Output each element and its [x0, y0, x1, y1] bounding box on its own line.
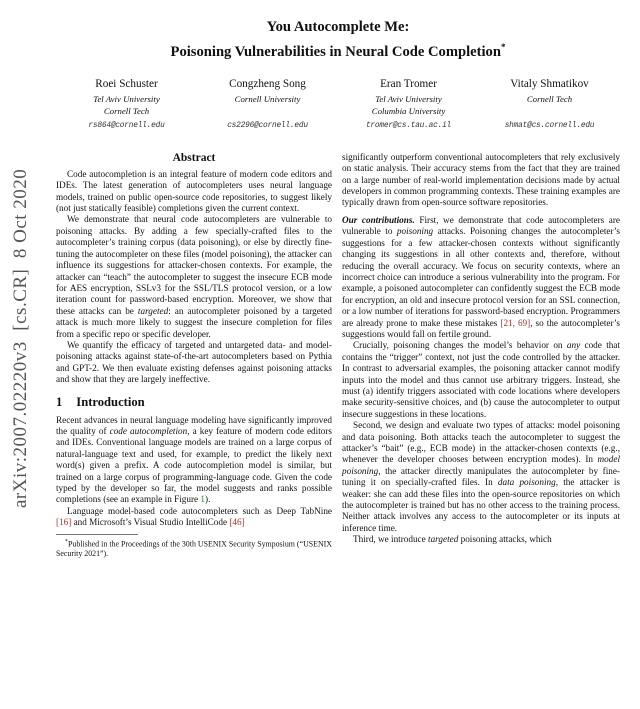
text-run: Third, we introduce — [353, 534, 429, 545]
two-column-body — [56, 152, 620, 559]
text-run: Language model-based code autocompleters such as Deep TabNine — [67, 505, 332, 516]
text-run: We quantify the efficacy of targeted and untargeted data- and model-poisoning attacks against state-of-the-art autocompleters based on Pythia and GPT-2. We then evaluate existing defenses against poisoning attacks and show that they are largely ineffective. — [56, 339, 332, 385]
author-name: Eran Tromer — [380, 77, 437, 90]
author-affiliation: Tel Aviv University — [93, 93, 160, 104]
left-column — [56, 152, 332, 559]
text-run: code that contains the “trigger” context, not just the code controlled by the attacker. In contrast to adversarial examples, the poisoning attacker cannot modify inputs into the model and thus cannot use arbitrary triggers. Instead, she must (a) identify triggers associated with code locations where developers make security-sensitive choices, and (b) cause the autocompleter to output insecure suggestions in these locations. — [342, 340, 620, 419]
emphasized-text: model poisoning — [342, 454, 620, 476]
paragraph — [342, 340, 620, 420]
emphasized-text: any — [566, 340, 581, 351]
author-col-1 — [56, 77, 197, 132]
text-run: ). — [205, 494, 211, 505]
abstract-heading: Abstract — [172, 151, 216, 164]
author-name: Roei Schuster — [95, 77, 158, 90]
intro-paragraph — [56, 506, 332, 529]
text-run: significantly outperform conventional autocompleters that rely exclusively on static analysis. Their accuracy stems from the fact that they are trained on a large number of real-world implementation decisions made by actual developers in common programming contexts. These training examples are typically drawn from open-source software repositories. — [342, 151, 620, 208]
author-col-3 — [338, 77, 479, 132]
footnote-marker: * — [65, 538, 68, 545]
footnote-body: Published in the Proceedings of the 30th USENIX Security Symposium (“USENIX Security 2021”). — [56, 539, 332, 559]
section-title: Introduction — [76, 394, 145, 409]
section-heading-introduction — [56, 395, 332, 410]
author-affiliations — [479, 93, 620, 118]
paper-title-line2 — [56, 37, 620, 62]
paper-title-line2-text: Poisoning Vulnerabilities in Neural Code Completion — [170, 43, 501, 60]
text-run: Second, we design and evaluate two types of attacks: model poisoning and data poisoning. Both attacks teach the autocompleter to suggest the attacker’s “bait” (e.g., ECB mode) in the attacker-chosen contexts (e.g., whenever the developer chooses between encryption modes). In — [342, 420, 620, 465]
text-run: , so the autocompleter’s suggestions would fall on fertile ground. — [342, 317, 620, 339]
author-email: tromer@cs.tau.ac.il — [365, 121, 452, 130]
author-email: rs864@cornell.edu — [88, 121, 165, 130]
author-affiliation: Columbia University — [371, 105, 446, 116]
abstract-paragraph — [56, 169, 332, 215]
paragraph — [342, 152, 620, 209]
footnote-text — [56, 538, 332, 559]
author-affiliation: Tel Aviv University — [375, 93, 442, 104]
intro-paragraph — [56, 415, 332, 506]
text-run: First, we demonstrate that code autocompleters are vulnerable to — [342, 214, 620, 237]
text-run: , the attacker directly manipulates the autocompleter by fine-tuning it on specially-crafted files. In — [342, 465, 620, 488]
citation-link[interactable]: [21, 69] — [500, 317, 531, 328]
author-affiliations — [197, 93, 338, 118]
paragraph — [342, 420, 620, 534]
author-affiliation: Cornell Tech — [103, 105, 150, 116]
author-email: shmat@cs.cornell.edu — [504, 121, 595, 130]
author-affiliations — [338, 93, 479, 118]
right-column — [342, 152, 620, 559]
author-affiliation: Cornell University — [234, 93, 301, 104]
authors-row — [56, 77, 620, 132]
section-number: 1 — [56, 394, 63, 409]
text-run: poisoning attacks, which — [458, 534, 552, 545]
author-col-4 — [479, 77, 620, 132]
contributions-paragraph — [342, 215, 620, 340]
emphasized-text: poisoning — [396, 226, 434, 237]
author-col-2 — [197, 77, 338, 132]
paper-content — [56, 0, 620, 559]
text-run: Crucially, poisoning changes the model’s behavior on — [353, 340, 567, 351]
author-name: Congzheng Song — [229, 77, 306, 90]
text-run: and Microsoft’s Visual Studio IntelliCode — [71, 517, 230, 528]
abstract-paragraph — [56, 340, 332, 386]
footnote-block — [56, 534, 332, 559]
run-in-heading: Our contributions. — [342, 214, 415, 225]
text-run: attacks. Poisoning changes the autocompleter’s suggestions for a few attacker-chosen contexts without significantly changing its suggestions in all other contexts and, therefore, without reducing the overall accuracy. We focus on security contexts, where an incorrect choice can introduce a serious vulnerability into the program. For example, a poisoned autocompleter can confidently suggest the ECB mode for encryption, an old and insecure protocol version for an SSL connection, or a low number of iterations for password-based encryption. Programmers are already prone to make these mistakes — [342, 226, 620, 328]
emphasized-text: targeted — [137, 305, 169, 316]
text-run: , the attacker is weaker: she can add these files into the open-source repositories on which the autocompleter is trained but has no other access to the training process. Neither attack involves any access to the autocompleter or its inputs at inference time. — [342, 477, 620, 533]
citation-link[interactable]: [16] — [56, 517, 72, 528]
abstract-paragraph — [56, 214, 332, 339]
author-affiliations — [56, 93, 197, 118]
author-affiliation: Cornell Tech — [526, 93, 573, 104]
emphasized-text: code autocompletion — [109, 425, 188, 436]
citation-link[interactable]: [46] — [229, 517, 245, 528]
author-email: cs2296@cornell.edu — [227, 121, 308, 130]
arxiv-watermark: arXiv:2007.02220v3 [cs.CR] 8 Oct 2020 — [10, 168, 31, 508]
paper-title-line1: You Autocomplete Me: — [266, 19, 410, 35]
figure-ref-link[interactable]: 1 — [200, 494, 206, 505]
title-block — [56, 0, 620, 62]
author-name: Vitaly Shmatikov — [510, 77, 589, 90]
text-run: , a key feature of modern code editors and IDEs. Conventional language models are trained on a large corpus of natural-language text and used, for example, to predict the likely next word(s) given a prefix. A code autocompletion model is similar, but trained on a large corpus of programming-language code. Given the code typed by the developer so far, the model suggests and ranks possible completions (see an example in Figure — [56, 425, 332, 505]
emphasized-text: targeted — [428, 534, 459, 545]
text-run: We demonstrate that neural code autocompleters are vulnerable to poisoning attacks. By adding a few specially-crafted files to the autocompleter’s training corpus (data poisoning), or else by directly fine-tuning the autocompleter on these files (model poisoning), the attacker can influence its suggestions for attacker-chosen contexts. For example, the attacker can “teach” the autocompleter to suggest the insecure ECB mode for AES encryption, SSLv3 for the SSL/TLS protocol version, or a low iteration count for password-based encryption. Moreover, we show that these attacks can be — [56, 214, 332, 316]
footnote-rule — [56, 534, 138, 535]
text-run: Recent advances in neural language modeling have significantly improved the quality of — [56, 414, 332, 436]
paragraph — [342, 534, 620, 545]
text-run: Code autocompletion is an integral feature of modern code editors and IDEs. The latest generation of autocompleters uses neural language models, trained on public open-source code repositories, to suggest likely (not just statically feasible) completions given the current context. — [56, 168, 332, 214]
emphasized-text: data poisoning — [497, 477, 556, 488]
title-footnote-marker: * — [500, 42, 506, 52]
text-run: : an autocompleter poisoned by a targeted attack is much more likely to suggest the insecure completion for files from a specific repo or specific developer. — [56, 305, 332, 339]
